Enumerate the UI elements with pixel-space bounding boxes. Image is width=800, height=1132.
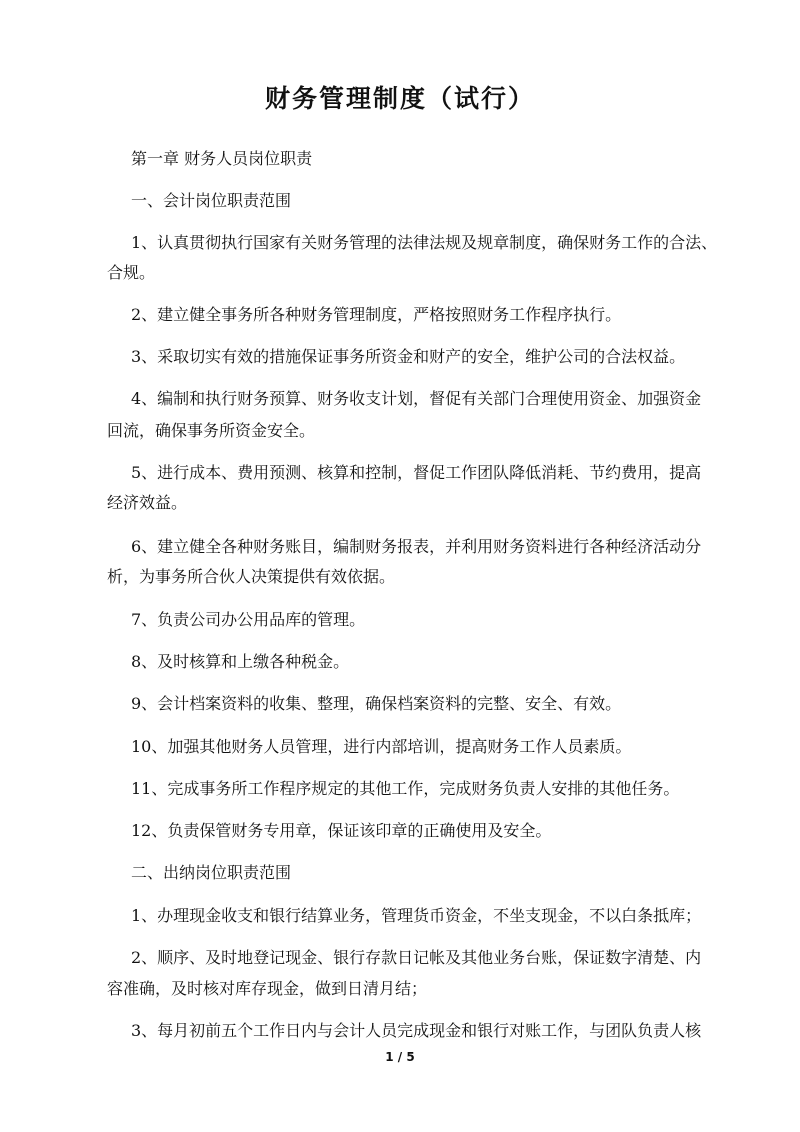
text-line: 12、负责保管财务专用章，保证该印章的正确使用及安全。 (131, 821, 552, 840)
text-line: 8、及时核算和上缴各种税金。 (131, 652, 350, 671)
text-line: 1、认真贯彻执行国家有关财务管理的法律法规及规章制度，确保财务工作的合法、 (131, 233, 718, 252)
document-title: 财务管理制度（试行） (264, 84, 535, 113)
text-line: 4、编制和执行财务预算、财务收支计划，督促有关部门合理使用资金、加强资金 (131, 389, 702, 408)
text-line: 1、办理现金收支和银行结算业务，管理货币资金，不坐支现金，不以白条抵库； (131, 906, 702, 925)
page-number: 1 / 5 (385, 1050, 415, 1064)
text-line: 6、建立健全各种财务账目，编制财务报表，并利用财务资料进行各种经济活动分 (131, 537, 702, 556)
text-line: 5、进行成本、费用预测、核算和控制，督促工作团队降低消耗、节约费用，提高 (131, 463, 702, 482)
chapter-heading: 第一章 财务人员岗位职责 (131, 149, 313, 168)
text-line: 容准确，及时核对库存现金，做到日清月结； (107, 979, 428, 998)
text-line: 3、每月初前五个工作日内与会计人员完成现金和银行对账工作，与团队负责人核 (131, 1021, 702, 1040)
text-line: 11、完成事务所工作程序规定的其他工作，完成财务负责人安排的其他任务。 (131, 779, 680, 798)
text-line: 3、采取切实有效的措施保证事务所资金和财产的安全，维护公司的合法权益。 (131, 347, 686, 366)
text-line: 回流，确保事务所资金安全。 (107, 421, 316, 440)
text-line: 经济效益。 (107, 493, 188, 512)
section-heading-accounting: 一、会计岗位职责范围 (131, 191, 292, 210)
text-line: 析，为事务所合伙人决策提供有效依据。 (107, 567, 396, 586)
text-line: 9、会计档案资料的收集、整理，确保档案资料的完整、安全、有效。 (131, 694, 622, 713)
text-line: 合规。 (107, 263, 156, 282)
text-line: 7、负责公司办公用品库的管理。 (131, 610, 366, 629)
section-heading-cashier: 二、出纳岗位职责范围 (131, 863, 292, 882)
text-line: 10、加强其他财务人员管理，进行内部培训，提高财务工作人员素质。 (131, 737, 632, 756)
text-line: 2、顺序、及时地登记现金、银行存款日记帐及其他业务台账，保证数字清楚、内 (131, 948, 702, 967)
text-line: 2、建立健全事务所各种财务管理制度，严格按照财务工作程序执行。 (131, 305, 622, 324)
